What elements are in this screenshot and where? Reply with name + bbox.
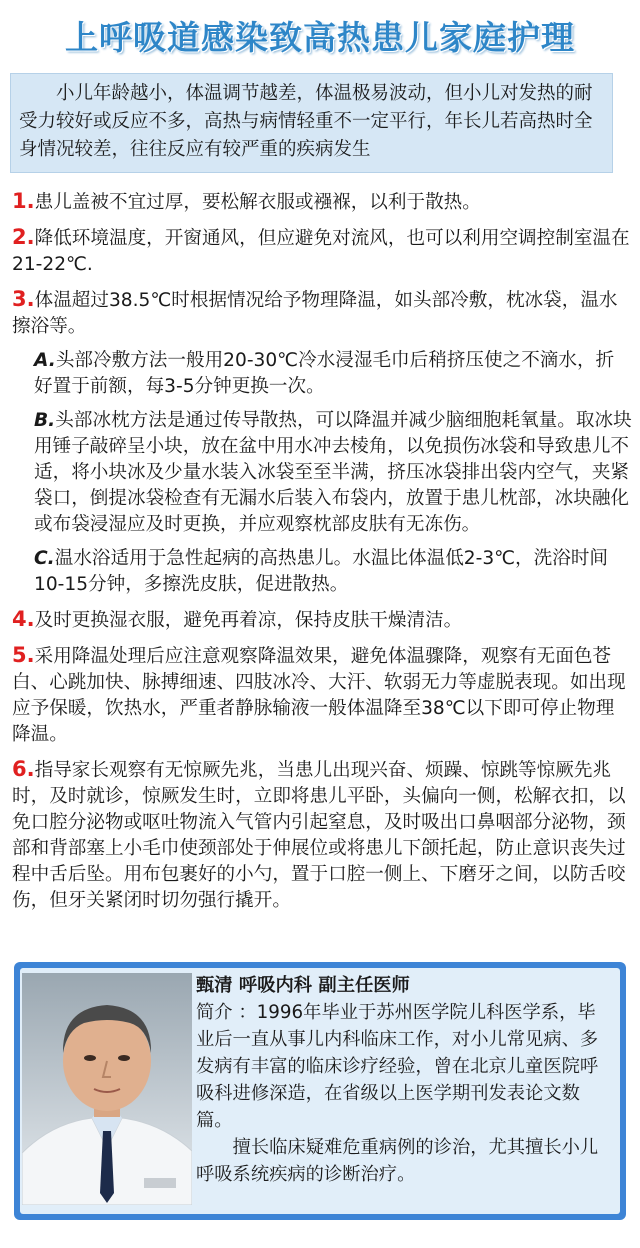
care-item-6 (12, 756, 632, 914)
item-text: 降低环境温度，开窗通风，但应避免对流风，也可以利用空调控制室温在21-22℃. (12, 228, 630, 275)
title-bar (0, 0, 640, 70)
care-item-4 (12, 606, 632, 634)
item-text: 采用降温处理后应注意观察降温效果，避免体温骤降，观察有无面色苍白、心跳加快、脉搏细速、四肢冰冷、大汗、软弱无力等虚脱表现。如出现应予保暖，饮热水，严重者静脉输液一般体温降至38℃以下即可停止物理降温。 (12, 646, 626, 745)
care-subitem-b (12, 408, 632, 538)
doctor-bio-intro: 简介 ：1996年毕业于苏州医学院儿科医学系，毕业后一直从事儿内科临床工作，对小儿常见病、多发病有丰富的临床诊疗经验，曾在北京儿童医院呼吸科进修深造，在省级以上医学期刊发表论文数篇。 (196, 1002, 599, 1131)
item-number: 4. (12, 607, 35, 631)
subitem-letter: C. (34, 548, 55, 569)
intro-box: 小儿年龄越小，体温调节越差，体温极易波动，但小儿对发热的耐受力较好或反应不多，高热与病情轻重不一定平行，年长儿若高热时全身情况较差，往往反应有较严重的疾病发生 (10, 73, 613, 173)
subitem-letter: A. (34, 350, 56, 371)
subitem-text: 头部冷敷方法一般用20-30℃冷水浸湿毛巾后稍挤压使之不滴水，折好置于前额，每3-5分钟更换一次。 (34, 350, 615, 397)
doctor-photo (22, 973, 192, 1205)
care-subitem-a (12, 348, 632, 400)
page-title: 上呼吸道感染致高热患儿家庭护理 (65, 17, 575, 57)
care-item-3 (12, 286, 632, 340)
item-text: 指导家长观察有无惊厥先兆，当患儿出现兴奋、烦躁、惊跳等惊厥先兆时，及时就诊，惊厥发生时，立即将患儿平卧，头偏向一侧，松解衣扣，以免口腔分泌物或呕吐物流入气管内引起窒息，及时吸出口鼻咽部分泌物，颈部和背部塞上小毛巾使颈部处于伸展位或将患儿下颌托起，防止意识丧失过程中舌后坠。用布包裹好的小勺，置于口腔一侧上、下磨牙之间，以防舌咬伤，但牙关紧闭时切勿强行撬开。 (12, 760, 626, 911)
doctor-portrait-image (22, 973, 192, 1205)
item-text: 及时更换湿衣服，避免再着凉，保持皮肤干燥清洁。 (34, 610, 463, 631)
item-number: 5. (12, 643, 35, 667)
item-text: 患儿盖被不宜过厚，要松解衣服或襁褓，以利于散热。 (34, 192, 481, 213)
care-item-5 (12, 642, 632, 748)
item-text: 体温超过38.5℃时根据情况给予物理降温，如头部冷敷，枕冰袋，温水擦浴等。 (12, 290, 618, 337)
subitem-letter: B. (34, 410, 56, 431)
item-number: 2. (12, 225, 35, 249)
doctor-bio (196, 972, 612, 1188)
care-item-2 (12, 224, 632, 278)
care-list (12, 188, 632, 922)
subitem-text: 温水浴适用于急性起病的高热患儿。水温比体温低2-3℃，洗浴时间10-15分钟，多擦洗皮肤，促进散热。 (34, 548, 609, 595)
item-number: 6. (12, 757, 35, 781)
subitem-text: 头部冰枕方法是通过传导散热，可以降温并减少脑细胞耗氧量。取冰块用锤子敲碎呈小块，放在盆中用水冲去棱角，以免损伤冰袋和导致患儿不适，将小块冰及少量水装入冰袋至至半满，挤压冰袋排出袋内空气，夹紧袋口，倒提冰袋检查有无漏水后装入布袋内，放置于患儿枕部，冰块融化或布袋浸湿应及时更换，并应观察枕部皮肤有无冻伤。 (34, 410, 632, 535)
care-subitem-c (12, 546, 632, 598)
item-number: 1. (12, 189, 35, 213)
care-item-1 (12, 188, 632, 216)
doctor-name-title: 甄清 呼吸内科 副主任医师 (196, 975, 410, 996)
doctor-profile-inner (20, 968, 620, 1214)
doctor-bio-specialty: 擅长临床疑难危重病例的诊治，尤其擅长小儿呼吸系统疾病的诊断治疗。 (196, 1137, 599, 1185)
item-number: 3. (12, 287, 35, 311)
doctor-profile-card (14, 962, 626, 1220)
